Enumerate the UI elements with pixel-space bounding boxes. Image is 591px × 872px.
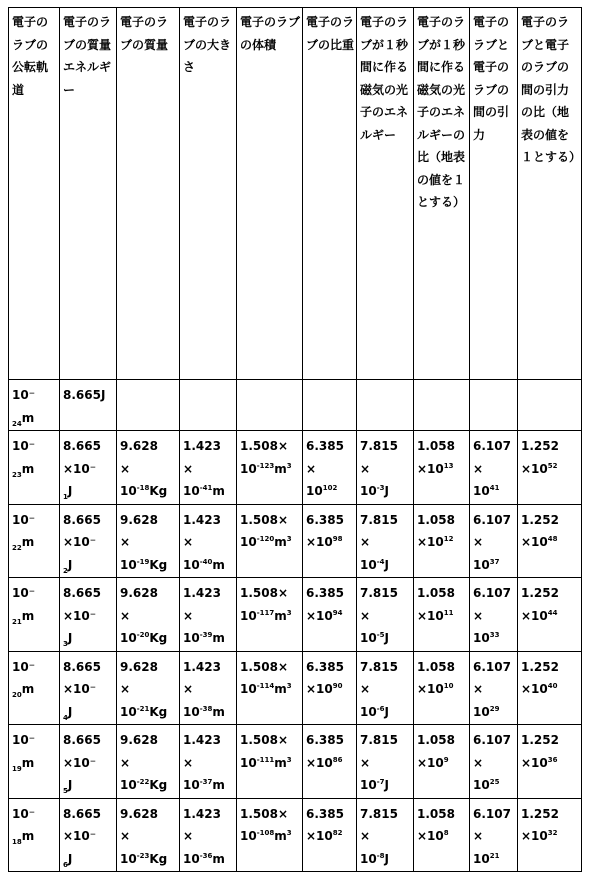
mass-mantissa: 9.628 <box>120 806 158 821</box>
photon-exponent: -5 <box>376 631 385 639</box>
orbit-unit: m <box>21 535 35 549</box>
photon-mantissa: 7.815 <box>360 512 398 527</box>
photon-energy-cell: 7.815 × $10^{-3}J$ <box>357 431 414 505</box>
header-cell: 電子のラブと電子のラブの間の引力 <box>470 8 518 380</box>
attraction-ratio-exponent: 36 <box>547 755 558 764</box>
size-unit: m <box>212 778 225 792</box>
attraction-ratio-mantissa: 1.252 <box>521 586 559 600</box>
photon-energy-cell: 7.815 × $10^{-7}J$ <box>357 725 414 799</box>
mass-cell: 9.628 × $10^{-23}Kg$ <box>117 798 180 872</box>
volume-unit-exponent: 3 <box>286 829 292 837</box>
energy-multiplier: ×10⁻ <box>63 461 97 476</box>
mass-unit: Kg <box>149 484 168 498</box>
orbit-cell <box>9 431 60 505</box>
mass-exponent: -20 <box>136 631 150 639</box>
size-cell: 1.423 × $10^{-39}m$ <box>180 578 237 652</box>
energy-mantissa: 8.665 <box>63 806 101 821</box>
photon-mantissa: 7.815 <box>360 659 398 674</box>
gravity-cell <box>303 798 357 872</box>
energy-cell <box>60 380 117 431</box>
photon-unit: J <box>384 484 389 498</box>
size-multiplier: × <box>183 461 194 476</box>
energy-cell <box>60 725 117 799</box>
attraction-exponent: 25 <box>489 778 500 786</box>
data-table <box>8 7 582 872</box>
volume-cell: 1.508× $10^{-120}m^3$ <box>237 504 303 578</box>
volume-unit: m <box>274 535 287 549</box>
mass-mantissa: 9.628 <box>120 659 158 674</box>
photon-mantissa: 7.815 <box>360 586 398 600</box>
size-cell: 1.423 × $10^{-37}m$ <box>180 725 237 799</box>
table-row <box>9 725 582 799</box>
volume-unit-exponent: 3 <box>286 755 292 764</box>
size-cell: 1.423 × $10^{-36}m$ <box>180 798 237 872</box>
attraction-ratio-exponent: 44 <box>547 608 558 617</box>
orbit-exponent: 18 <box>12 838 22 846</box>
orbit-cell <box>9 798 60 872</box>
table-cell <box>414 380 470 431</box>
attraction-ratio-mantissa: 1.252 <box>521 512 559 527</box>
volume-cell: 1.508× $10^{-117}m^3$ <box>237 578 303 652</box>
photon-energy-cell: 7.815 × $10^{-4}J$ <box>357 504 414 578</box>
attraction-mantissa: 6.107 <box>473 512 511 527</box>
volume-mantissa: 1.508× <box>240 733 289 747</box>
mass-exponent: -19 <box>136 557 150 566</box>
size-exponent: -36 <box>199 851 213 860</box>
attraction-multiplier: × <box>473 829 484 843</box>
photon-multiplier: × <box>360 608 371 623</box>
photon-ratio-cell: 1.058 $\times 10^{11}$ <box>414 578 470 652</box>
photon-ratio-exponent: 9 <box>443 755 449 764</box>
energy-exponent: 6 <box>63 860 68 869</box>
table-row <box>9 651 582 725</box>
size-exponent: -41 <box>199 484 213 492</box>
orbit-unit: m <box>21 608 35 623</box>
attraction-multiplier: × <box>473 461 484 476</box>
size-unit: m <box>212 557 225 572</box>
photon-ratio-cell: 1.058 $\times 10^{13}$ <box>414 431 470 505</box>
gravity-exponent: 98 <box>332 535 343 543</box>
orbit-unit: m <box>21 682 35 696</box>
photon-ratio-mantissa: 1.058 <box>417 586 455 600</box>
orbit-base: 10⁻ <box>12 659 36 674</box>
gravity-cell: 6.385 × $10^{102}$ <box>303 431 357 505</box>
mass-unit: Kg <box>149 704 168 719</box>
photon-unit: J <box>384 778 389 792</box>
attraction-ratio-exponent: 32 <box>547 829 558 837</box>
photon-energy-cell: 7.815 × $10^{-6}J$ <box>357 651 414 725</box>
table-cell <box>117 380 180 431</box>
mass-mantissa: 9.628 <box>120 439 158 453</box>
photon-multiplier: × <box>360 682 371 696</box>
attraction-multiplier: × <box>473 535 484 549</box>
orbit-base: 10⁻ <box>12 512 36 527</box>
orbit-exponent: 24 <box>12 419 22 428</box>
size-cell: 1.423 × $10^{-38}m$ <box>180 651 237 725</box>
energy-multiplier: ×10⁻ <box>63 829 97 843</box>
energy-exponent: 2 <box>63 566 68 575</box>
energy-mantissa: 8.665 <box>63 659 101 674</box>
volume-unit: m <box>274 608 287 623</box>
volume-unit-exponent: 3 <box>286 608 292 617</box>
attraction-cell: 6.107 × $10^{33}$ <box>470 578 518 652</box>
header-cell: 電子のラブが１秒間に作る磁気の光子のエネルギーの比（地表の値を１とする） <box>414 8 470 380</box>
mass-mantissa: 9.628 <box>120 586 158 600</box>
photon-ratio-exponent: 13 <box>443 461 454 470</box>
photon-ratio-mantissa: 1.058 <box>417 806 455 821</box>
header-cell: 電子のラブが１秒間に作る磁気の光子のエネルギー <box>357 8 414 380</box>
orbit-exponent: 23 <box>12 470 22 479</box>
attraction-exponent: 33 <box>489 631 500 639</box>
attraction-ratio-cell: 1.252 $\times 10^{48}$ <box>518 504 582 578</box>
photon-ratio-cell: 1.058 $\times 10^9$ <box>414 725 470 799</box>
photon-exponent: -8 <box>376 851 385 860</box>
attraction-ratio-mantissa: 1.252 <box>521 733 559 747</box>
energy-value: 8.665J <box>63 388 106 402</box>
volume-unit-exponent: 3 <box>286 461 292 470</box>
size-exponent: -37 <box>199 778 213 786</box>
mass-exponent: -23 <box>136 851 150 860</box>
photon-exponent: -3 <box>376 484 385 492</box>
orbit-exponent: 19 <box>12 764 22 773</box>
mass-exponent: -21 <box>136 704 150 713</box>
size-mantissa: 1.423 <box>183 659 221 674</box>
table-row <box>9 380 582 431</box>
gravity-exponent: 86 <box>332 755 343 764</box>
volume-unit-exponent: 3 <box>286 682 292 690</box>
energy-multiplier: ×10⁻ <box>63 608 97 623</box>
photon-exponent: -6 <box>376 704 385 713</box>
attraction-ratio-mantissa: 1.252 <box>521 659 559 674</box>
size-exponent: -38 <box>199 704 213 713</box>
photon-multiplier: × <box>360 755 371 770</box>
orbit-base: 10⁻ <box>12 388 36 402</box>
volume-exponent: -120 <box>256 535 275 543</box>
orbit-base: 10⁻ <box>12 439 36 453</box>
energy-unit: J <box>67 851 73 866</box>
gravity-cell <box>303 651 357 725</box>
gravity-multiplier: ×10 <box>306 535 333 549</box>
attraction-mantissa: 6.107 <box>473 586 511 600</box>
photon-energy-cell: 7.815 × $10^{-8}J$ <box>357 798 414 872</box>
mass-cell: 9.628 × $10^{-21}Kg$ <box>117 651 180 725</box>
attraction-cell: 6.107 × $10^{21}$ <box>470 798 518 872</box>
size-unit: m <box>212 631 225 645</box>
attraction-ratio-cell: 1.252 $\times 10^{52}$ <box>518 431 582 505</box>
size-exponent: -40 <box>199 557 213 566</box>
gravity-multiplier: ×10 <box>306 608 333 623</box>
orbit-base: 10⁻ <box>12 586 36 600</box>
energy-mantissa: 8.665 <box>63 586 101 600</box>
size-cell: 1.423 × $10^{-41}m$ <box>180 431 237 505</box>
energy-mantissa: 8.665 <box>63 439 101 453</box>
gravity-mantissa: 6.385 <box>306 733 344 747</box>
attraction-exponent: 37 <box>489 557 500 566</box>
gravity-exponent: 90 <box>332 682 343 690</box>
size-multiplier: × <box>183 755 194 770</box>
energy-cell <box>60 431 117 505</box>
mass-mantissa: 9.628 <box>120 733 158 747</box>
mass-cell: 9.628 × $10^{-19}Kg$ <box>117 504 180 578</box>
photon-multiplier: × <box>360 461 371 476</box>
table-row <box>9 578 582 652</box>
gravity-cell <box>303 725 357 799</box>
header-row <box>9 8 582 380</box>
photon-multiplier: × <box>360 535 371 549</box>
mass-unit: Kg <box>149 557 168 572</box>
mass-unit: Kg <box>149 631 168 645</box>
volume-mantissa: 1.508× <box>240 512 289 527</box>
gravity-exponent: 102 <box>322 484 338 492</box>
photon-unit: J <box>384 851 389 866</box>
photon-ratio-mantissa: 1.058 <box>417 659 455 674</box>
attraction-mantissa: 6.107 <box>473 806 511 821</box>
attraction-ratio-cell: 1.252 $\times 10^{44}$ <box>518 578 582 652</box>
header-cell: 電子のラブの質量 <box>117 8 180 380</box>
mass-cell: 9.628 × $10^{-20}Kg$ <box>117 578 180 652</box>
size-multiplier: × <box>183 535 194 549</box>
photon-mantissa: 7.815 <box>360 439 398 453</box>
photon-ratio-cell: 1.058 $\times 10^{10}$ <box>414 651 470 725</box>
table-cell <box>237 380 303 431</box>
table-cell <box>303 380 357 431</box>
gravity-multiplier: ×10 <box>306 682 333 696</box>
energy-unit: J <box>67 557 73 572</box>
energy-cell <box>60 504 117 578</box>
table-row <box>9 504 582 578</box>
photon-exponent: -7 <box>376 778 385 786</box>
attraction-ratio-mantissa: 1.252 <box>521 806 559 821</box>
mass-unit: Kg <box>149 851 168 866</box>
attraction-cell: 6.107 × $10^{25}$ <box>470 725 518 799</box>
photon-ratio-exponent: 12 <box>443 535 454 543</box>
gravity-exponent: 82 <box>332 829 343 837</box>
photon-ratio-mantissa: 1.058 <box>417 512 455 527</box>
size-multiplier: × <box>183 608 194 623</box>
energy-cell <box>60 578 117 652</box>
attraction-cell: 6.107 × $10^{37}$ <box>470 504 518 578</box>
orbit-unit: m <box>21 755 35 770</box>
energy-mantissa: 8.665 <box>63 512 101 527</box>
attraction-ratio-cell: 1.252 $\times 10^{36}$ <box>518 725 582 799</box>
gravity-cell <box>303 578 357 652</box>
table-row <box>9 431 582 505</box>
size-exponent: -39 <box>199 631 213 639</box>
orbit-base: 10⁻ <box>12 733 36 747</box>
table-cell <box>180 380 237 431</box>
volume-cell: 1.508× $10^{-123}m^3$ <box>237 431 303 505</box>
volume-cell: 1.508× $10^{-108}m^3$ <box>237 798 303 872</box>
header-cell: 電子のラブの質量エネルギー <box>60 8 117 380</box>
orbit-unit: m <box>21 410 35 425</box>
energy-exponent: 3 <box>63 640 68 648</box>
volume-exponent: -111 <box>256 755 275 764</box>
attraction-mantissa: 6.107 <box>473 733 511 747</box>
energy-cell <box>60 651 117 725</box>
gravity-cell <box>303 504 357 578</box>
photon-unit: J <box>384 557 389 572</box>
mass-unit: Kg <box>149 778 168 792</box>
size-multiplier: × <box>183 829 194 843</box>
mass-multiplier: × <box>120 682 131 696</box>
gravity-mantissa: 6.385 <box>306 512 344 527</box>
attraction-mantissa: 6.107 <box>473 659 511 674</box>
photon-unit: J <box>384 704 389 719</box>
photon-mantissa: 7.815 <box>360 733 398 747</box>
mass-exponent: -22 <box>136 778 150 786</box>
header-cell: 電子のラブの公転軌道 <box>9 8 60 380</box>
mass-multiplier: × <box>120 608 131 623</box>
attraction-ratio-exponent: 48 <box>547 535 558 543</box>
volume-exponent: -123 <box>256 461 275 470</box>
energy-exponent: 4 <box>63 713 68 722</box>
mass-exponent: -18 <box>136 484 150 492</box>
size-unit: m <box>212 704 225 719</box>
size-mantissa: 1.423 <box>183 512 221 527</box>
mass-multiplier: × <box>120 829 131 843</box>
energy-multiplier: ×10⁻ <box>63 535 97 549</box>
gravity-mantissa: 6.385 <box>306 439 344 453</box>
energy-mantissa: 8.665 <box>63 733 101 747</box>
orbit-exponent: 21 <box>12 617 22 626</box>
orbit-unit: m <box>21 829 35 843</box>
attraction-cell: 6.107 × $10^{29}$ <box>470 651 518 725</box>
energy-cell <box>60 798 117 872</box>
volume-unit: m <box>274 461 287 476</box>
attraction-ratio-mantissa: 1.252 <box>521 439 559 453</box>
gravity-mantissa: 6.385 <box>306 806 344 821</box>
photon-exponent: -4 <box>376 557 385 566</box>
volume-mantissa: 1.508× <box>240 439 289 453</box>
photon-ratio-mantissa: 1.058 <box>417 733 455 747</box>
volume-exponent: -117 <box>256 608 275 617</box>
mass-multiplier: × <box>120 461 131 476</box>
photon-energy-cell: 7.815 × $10^{-5}J$ <box>357 578 414 652</box>
energy-unit: J <box>67 631 73 645</box>
volume-cell: 1.508× $10^{-111}m^3$ <box>237 725 303 799</box>
volume-exponent: -114 <box>256 682 275 690</box>
size-mantissa: 1.423 <box>183 586 221 600</box>
attraction-multiplier: × <box>473 608 484 623</box>
volume-mantissa: 1.508× <box>240 659 289 674</box>
volume-unit: m <box>274 755 287 770</box>
mass-cell: 9.628 × $10^{-22}Kg$ <box>117 725 180 799</box>
volume-mantissa: 1.508× <box>240 586 289 600</box>
gravity-mantissa: 6.385 <box>306 659 344 674</box>
table-cell <box>357 380 414 431</box>
volume-exponent: -108 <box>256 829 275 837</box>
photon-multiplier: × <box>360 829 371 843</box>
photon-ratio-exponent: 11 <box>443 608 454 617</box>
mass-multiplier: × <box>120 755 131 770</box>
energy-unit: J <box>67 778 73 792</box>
attraction-mantissa: 6.107 <box>473 439 511 453</box>
table-row <box>9 798 582 872</box>
orbit-base: 10⁻ <box>12 806 36 821</box>
table-cell <box>518 380 582 431</box>
size-multiplier: × <box>183 682 194 696</box>
orbit-cell <box>9 651 60 725</box>
energy-unit: J <box>67 484 73 498</box>
attraction-exponent: 29 <box>489 704 500 713</box>
header-cell: 電子のラブの体積 <box>237 8 303 380</box>
header-cell: 電子のラブの比重 <box>303 8 357 380</box>
orbit-exponent: 20 <box>12 691 22 699</box>
header-cell: 電子のラブと電子のラブの間の引力の比（地表の値を１とする） <box>518 8 582 380</box>
photon-ratio-cell: 1.058 $\times 10^8$ <box>414 798 470 872</box>
photon-ratio-mantissa: 1.058 <box>417 439 455 453</box>
volume-unit: m <box>274 829 287 843</box>
attraction-ratio-exponent: 40 <box>547 682 558 690</box>
attraction-multiplier: × <box>473 755 484 770</box>
attraction-cell: 6.107 × $10^{41}$ <box>470 431 518 505</box>
orbit-exponent: 22 <box>12 544 22 552</box>
gravity-exponent: 94 <box>332 608 343 617</box>
size-mantissa: 1.423 <box>183 806 221 821</box>
gravity-multiplier: ×10 <box>306 829 333 843</box>
energy-exponent: 5 <box>63 787 68 795</box>
attraction-exponent: 21 <box>489 851 500 860</box>
volume-unit-exponent: 3 <box>286 535 292 543</box>
photon-ratio-cell: 1.058 $\times 10^{12}$ <box>414 504 470 578</box>
header-cell: 電子のラブの大きさ <box>180 8 237 380</box>
energy-exponent: 1 <box>63 493 68 501</box>
gravity-multiplier: ×10 <box>306 755 333 770</box>
mass-cell: 9.628 × $10^{-18}Kg$ <box>117 431 180 505</box>
volume-unit: m <box>274 682 287 696</box>
orbit-cell <box>9 725 60 799</box>
attraction-ratio-cell: 1.252 $\times 10^{40}$ <box>518 651 582 725</box>
energy-unit: J <box>67 704 73 719</box>
photon-ratio-exponent: 8 <box>443 829 449 837</box>
size-unit: m <box>212 851 225 866</box>
attraction-ratio-exponent: 52 <box>547 461 558 470</box>
photon-ratio-exponent: 10 <box>443 682 454 690</box>
orbit-cell <box>9 504 60 578</box>
mass-mantissa: 9.628 <box>120 512 158 527</box>
orbit-cell <box>9 380 60 431</box>
attraction-exponent: 41 <box>489 484 500 492</box>
energy-multiplier: ×10⁻ <box>63 755 97 770</box>
volume-cell: 1.508× $10^{-114}m^3$ <box>237 651 303 725</box>
size-mantissa: 1.423 <box>183 439 221 453</box>
photon-unit: J <box>384 631 389 645</box>
size-cell: 1.423 × $10^{-40}m$ <box>180 504 237 578</box>
size-unit: m <box>212 484 225 498</box>
gravity-mantissa: 6.385 <box>306 586 344 600</box>
attraction-multiplier: × <box>473 682 484 696</box>
mass-multiplier: × <box>120 535 131 549</box>
size-mantissa: 1.423 <box>183 733 221 747</box>
attraction-ratio-cell: 1.252 $\times 10^{32}$ <box>518 798 582 872</box>
photon-mantissa: 7.815 <box>360 806 398 821</box>
table-cell <box>470 380 518 431</box>
gravity-multiplier: × <box>306 461 317 476</box>
energy-multiplier: ×10⁻ <box>63 682 97 696</box>
orbit-cell <box>9 578 60 652</box>
volume-mantissa: 1.508× <box>240 806 289 821</box>
orbit-unit: m <box>21 461 35 476</box>
